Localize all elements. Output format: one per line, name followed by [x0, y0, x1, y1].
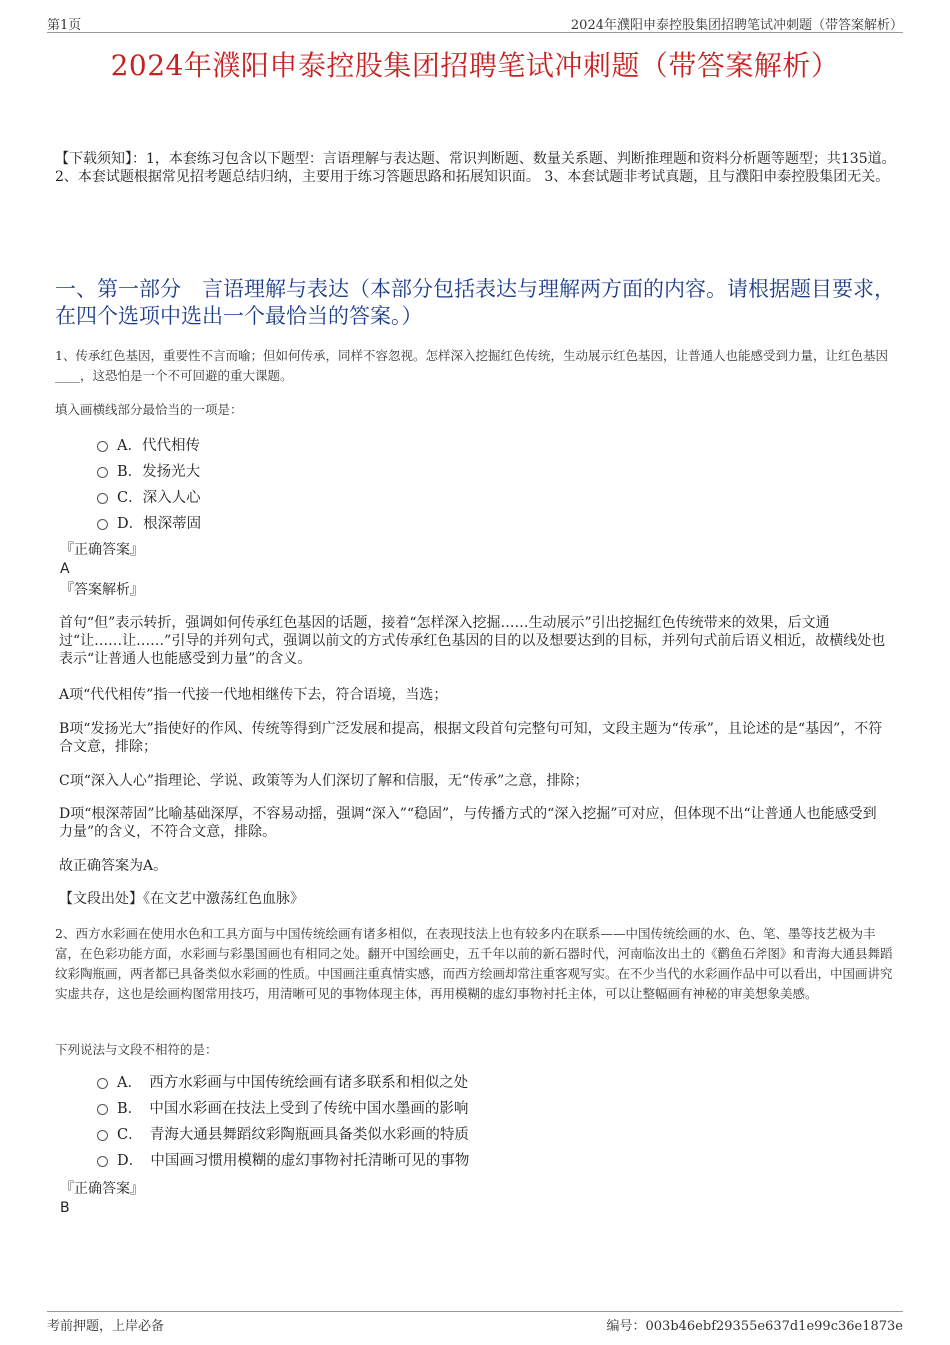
- radio-icon[interactable]: [97, 493, 108, 504]
- question-2-stem: 2、西方水彩画在使用水色和工具方面与中国传统绘画有诸多相似，在表现技法上也有较多内在联系——中国传统绘画的水、色、笔、墨等技艺极为丰富，在色彩功能方面，水彩画与彩墨国画也有相同之处。翻开中国绘画史，五千年以前的新石器时代，河南临汝出土的《鹳鱼石斧图》和青海大通县舞蹈纹彩陶瓶画，两者都已具备类似水彩画的性质。中国画注重真情实感，而西方绘画却常注重客观写实。在不少当代的水彩画作品中可以看出，中国画讲究实虚共存，这也是绘画构图常用技巧，用清晰可见的事物体现主体，再用模糊的虚幻事物衬托主体，可以让整幅画有神秘的审美想象美感。: [55, 926, 893, 1001]
- analysis-para-3: B项“发扬光大”指使好的作风、传统等得到广泛发展和提高，根据文段首句完整句可知，文段主题为“传承”，且论述的是“基因”，不符合文意，排除；: [59, 721, 883, 755]
- page-header: [47, 14, 903, 33]
- radio-icon[interactable]: [97, 1104, 108, 1115]
- option-b[interactable]: [97, 459, 201, 485]
- question-2-prompt: 下列说法与文段不相符的是：: [55, 1042, 218, 1057]
- option-label: D．根深蒂固: [117, 516, 202, 532]
- option-a[interactable]: [97, 1070, 469, 1096]
- radio-icon[interactable]: [97, 1078, 108, 1089]
- analysis-para-6: 故正确答案为A。: [59, 858, 168, 874]
- radio-icon[interactable]: [97, 441, 108, 452]
- option-label: C． 青海大通县舞蹈纹彩陶瓶画具备类似水彩画的特质: [117, 1127, 469, 1143]
- option-label: C．深入人心: [117, 490, 201, 506]
- question-1-stem: 1、传承红色基因，重要性不言而喻；但如何传承，同样不容忽视。怎样深入挖掘红色传统，生动展示红色基因，让普通人也能感受到力量，让红色基因____，这恐怕是一个不可回避的重大课题。: [55, 348, 888, 383]
- source-note: 【文段出处】《在文艺中激荡红色血脉》: [59, 891, 304, 907]
- page-title: 2024年濮阳申泰控股集团招聘笔试冲刺题（带答案解析）: [110, 49, 840, 82]
- analysis-label: 『答案解析』: [60, 582, 144, 598]
- option-d[interactable]: [97, 511, 201, 537]
- download-notice: 【下载须知】：1，本套练习包含以下题型：言语理解与表达题、常识判断题、数量关系题、判断推理题和资料分析题等题型；共135道。 2、本套试题根据常见招考题总结归纳，主要用于练习答题思路和拓展知识面。 3、本套试题非考试真题，且与濮阳申泰控股集团无关。: [55, 151, 896, 185]
- answer-label: 『正确答案』: [60, 1181, 144, 1197]
- radio-icon[interactable]: [97, 1130, 108, 1141]
- answer-value: B: [60, 1200, 70, 1216]
- option-d[interactable]: [97, 1148, 469, 1174]
- option-label: A． 西方水彩画与中国传统绘画有诸多联系和相似之处: [117, 1075, 469, 1091]
- page-footer: [47, 1311, 903, 1332]
- radio-icon[interactable]: [97, 467, 108, 478]
- analysis-para-2: A项“代代相传”指一代接一代地相继传下去，符合语境，当选；: [59, 687, 448, 703]
- radio-icon[interactable]: [97, 1156, 108, 1167]
- option-b[interactable]: [97, 1096, 469, 1122]
- option-label: B． 中国水彩画在技法上受到了传统中国水墨画的影响: [117, 1101, 469, 1117]
- footer-slogan: 考前押题，上岸必备: [47, 1319, 165, 1334]
- question-1-options: [97, 433, 201, 537]
- option-a[interactable]: [97, 433, 201, 459]
- option-label: B．发扬光大: [117, 464, 201, 480]
- page-number: 第1页: [47, 18, 82, 33]
- option-c[interactable]: [97, 1122, 469, 1148]
- analysis-para-4: C项“深入人心”指理论、学说、政策等为人们深切了解和信服，无“传承”之意，排除；: [59, 773, 589, 789]
- question-1-prompt: 填入画横线部分最恰当的一项是：: [55, 402, 243, 417]
- section-heading: 一、第一部分 言语理解与表达（本部分包括表达与理解两方面的内容。请根据题目要求，在四个选项中选出一个最恰当的答案。）: [55, 277, 895, 328]
- header-doc-title: 2024年濮阳申泰控股集团招聘笔试冲刺题（带答案解析）: [570, 18, 903, 33]
- analysis-para-5: D项“根深蒂固”比喻基础深厚，不容易动摇，强调“深入”“稳固”，与传播方式的“深入挖掘”可对应，但体现不出“让普通人也能感受到力量”的含义，不符合文意，排除。: [59, 806, 877, 840]
- question-2-options: [97, 1070, 469, 1174]
- option-label: A．代代相传: [117, 438, 200, 454]
- answer-label: 『正确答案』: [60, 542, 144, 558]
- radio-icon[interactable]: [97, 519, 108, 530]
- option-label: D． 中国画习惯用模糊的虚幻事物衬托清晰可见的事物: [117, 1153, 470, 1169]
- answer-value: A: [60, 561, 70, 577]
- option-c[interactable]: [97, 485, 201, 511]
- footer-id: 编号：003b46ebf29355e637d1e99c36e1873e: [606, 1319, 903, 1334]
- analysis-para-1: 首句“但”表示转折，强调如何传承红色基因的话题，接着“怎样深入挖掘……生动展示”引出挖掘红色传统带来的效果，后文通过“让……让……”引导的并列句式，强调以前文的方式传承红色基因的目的以及想要达到的目标，并列句式前后语义相近，故横线处也表示“让普通人也能感受到力量”的含义。: [59, 615, 886, 667]
